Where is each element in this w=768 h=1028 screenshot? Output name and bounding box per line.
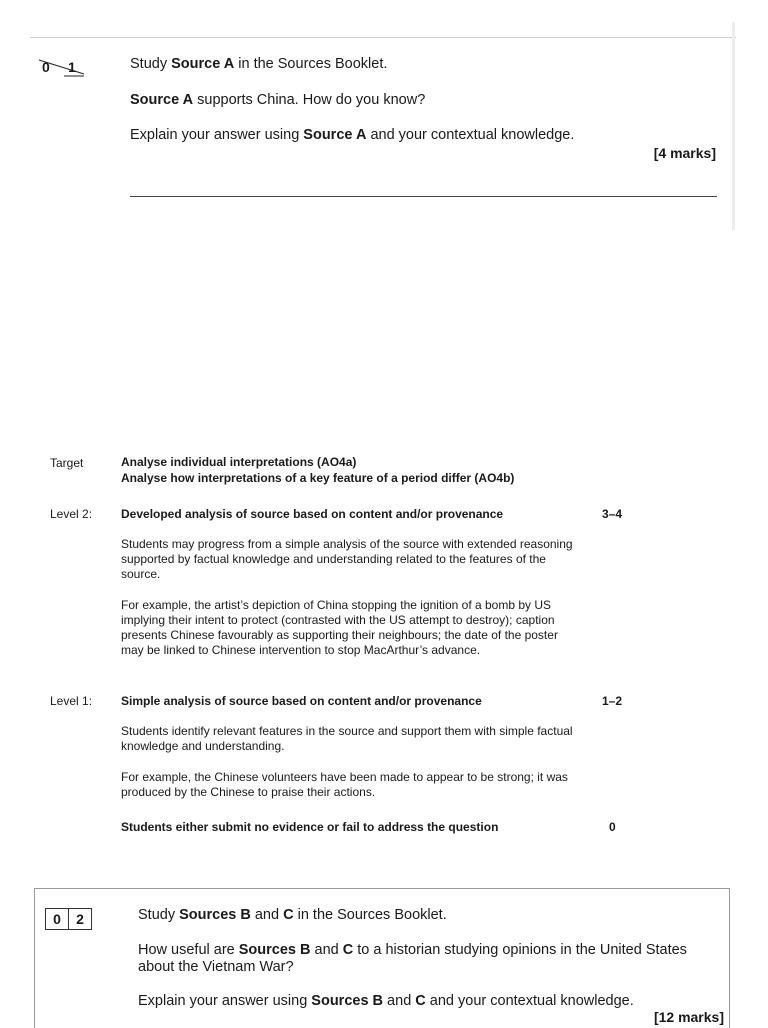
level2-title: Developed analysis of source based on content and/or provenance	[121, 507, 504, 521]
level2-label: Level 2:	[50, 507, 93, 521]
target-ao4b: Analyse how interpretations of a key feature of a period differ (AO4b)	[121, 471, 515, 485]
question1-prompt: Source A supports China. How do you know?	[130, 92, 426, 108]
question1-top-border	[30, 37, 736, 38]
level2-description: Students may progress from a simple analysis of the source with extended reasoning supported by factual knowledge and understanding related to the features of the source.	[121, 537, 573, 581]
question1-instruction-study: Study Source A in the Sources Booklet.	[130, 56, 388, 72]
question2-digit-1: 0	[53, 911, 61, 927]
target-ao4a: Analyse individual interpretations (AO4a)	[121, 455, 357, 469]
question1-digit-2: 1	[68, 59, 76, 75]
question2-marks: [12 marks]	[653, 1009, 724, 1025]
question2-instruction-study: Study Sources B and C in the Sources Booklet.	[138, 907, 447, 923]
level1-label: Level 1:	[50, 694, 93, 708]
question2-instruction-explain: Explain your answer using Sources B and C and your contextual knowledge.	[138, 993, 634, 1009]
answer-line	[130, 196, 717, 197]
level0-title: Students either submit no evidence or fail to address the question	[121, 820, 499, 834]
question2-prompt: How useful are Sources B and C to a historian studying opinions in the United States	[138, 942, 687, 958]
question1-digit-1: 0	[42, 59, 50, 75]
level0-marks: 0	[609, 820, 616, 834]
question1-right-border	[732, 22, 735, 230]
level1-example: For example, the Chinese volunteers have been made to appear to be strong; it was produced by the Chinese to praise their actions.	[121, 770, 568, 799]
level2-example: For example, the artist’s depiction of China stopping the ignition of a bomb by US implying their intent to protect (contrasted with the US attempt to destroy); caption presents Chinese favourably as supporting their neighbours; the date of the poster may be linked to Chinese intervention to stop MacArthur’s advance.	[121, 598, 558, 657]
question1-marks: [4 marks]	[653, 145, 716, 161]
level2-marks: 3–4	[602, 507, 623, 521]
target-label: Target	[50, 456, 84, 470]
question1-instruction-explain: Explain your answer using Source A and your contextual knowledge.	[130, 127, 575, 143]
question2-prompt-continued: about the Vietnam War?	[138, 959, 294, 975]
question1-number	[38, 57, 88, 79]
level1-description: Students identify relevant features in the source and support them with simple factual knowledge and understanding.	[121, 724, 573, 753]
level1-marks: 1–2	[602, 694, 623, 708]
level1-title: Simple analysis of source based on content and/or provenance	[121, 694, 482, 708]
question2-digit-2: 2	[68, 909, 91, 929]
question2-number	[45, 908, 92, 930]
